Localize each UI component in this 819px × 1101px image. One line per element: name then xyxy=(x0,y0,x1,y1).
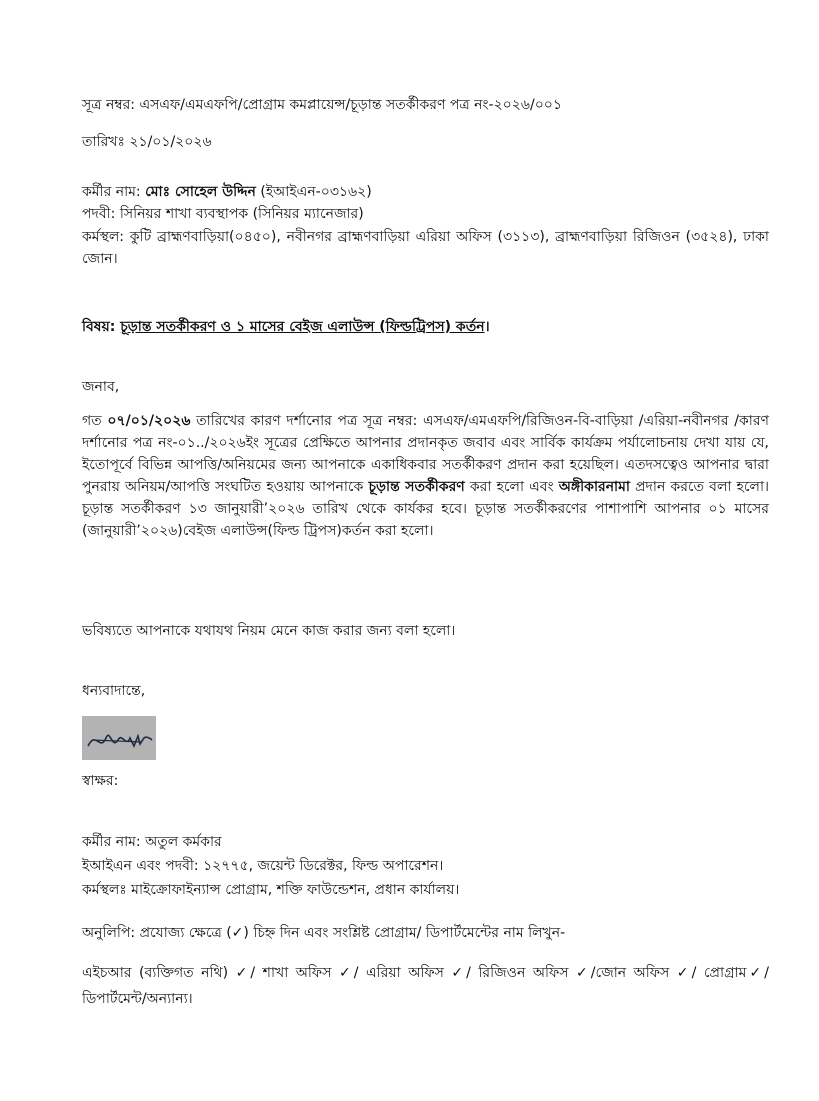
body-text-1: গত xyxy=(82,413,102,429)
subject-line xyxy=(82,316,490,338)
body-date: ০৭/০১/২০২৬ xyxy=(107,413,191,429)
subject-label: বিষয়: xyxy=(82,319,116,335)
salutation: জনাব, xyxy=(82,379,120,395)
employee-name: মোঃ সোহেল উদ্দিন xyxy=(145,184,256,200)
thanks-line: ধন্যবাদান্তে, xyxy=(82,683,146,699)
signature-image xyxy=(82,716,156,760)
cc-instructions: অনুলিপি: প্রযোজ্য ক্ষেত্রে (✓) চিহ্ন দিন এবং সংশ্লিষ্ট প্রোগ্রাম/ ডিপার্টমেন্টের নাম লিখুন- xyxy=(82,925,566,941)
signer-ein-designation: ইআইএন এবং পদবী: ১২৭৭৫, জয়েন্ট ডিরেক্টর, ফিল্ড অপারেশন। xyxy=(82,858,444,874)
letter-date: তারিখঃ ২১/০১/২০২৬ xyxy=(82,134,212,150)
employee-designation: পদবী: সিনিয়র শাখা ব্যবস্থাপক (সিনিয়র ম্যানেজার) xyxy=(82,206,364,223)
final-warning-text: চূড়ান্ত সতর্কীকরণ xyxy=(368,479,465,495)
reference-number: সূত্র নম্বর: এসএফ/এমএফপি/প্রোগ্রাম কমপ্লায়েন্স/চূড়ান্ত সতর্কীকরণ পত্র নং-২০২৬/০০১ xyxy=(82,97,562,113)
employee-name-line xyxy=(82,181,769,203)
cc-recipients: এইচআর (ব্যক্তিগত নথি) ✓/ শাখা অফিস ✓/ এরিয়া অফিস ✓/ রিজিওন অফিস ✓/জোন অফিস ✓/ প্রোগ্রাম✓/ ডিপার্টমেন্ট/অন্যান্য। xyxy=(82,965,769,1007)
body-text-2: তারিখের কারণ দর্শানোর পত্র সূত্র নম্বর: এসএফ/এমএফপি/রিজিওন-বি-বাড়িয়া /এরিয়া-নবীনগর /কারণ দর্শানোর পত্র নং-০১../২০২৬ইং সূত্রের প্রেক্ষিতে আপনার প্রদানকৃত জবাব এবং সার্বিক কার্যক্রম পর্যালোচনায় দেখা যায় যে, ইতোপূর্বে বিভিন্ন আপত্তি/অনিয়মের জন্য আপনাকে একাধিকবার সতর্কীকরণ প্রদান করা হয়েছিল। এতদসত্বেও আপনার দ্বারা পুনরায় অনিয়ম/আপত্তি সংঘটিত হওয়ায় আপনাকে xyxy=(82,413,769,495)
subject-text: চূড়ান্ত সতর্কীকরণ ও ১ মাসের বেইজ এলাউন্স (ফিল্ডট্রিপস) কর্তন xyxy=(120,319,485,335)
letter-body xyxy=(82,410,769,542)
signer-info xyxy=(82,830,769,902)
employee-id: (ইআইএন-০৩১৬২) xyxy=(260,184,372,200)
employee-workplace: কর্মস্থল: কুটি ব্রাহ্মণবাড়িয়া(০৪৫০), নবীনগর ব্রাহ্মণবাড়িয়া এরিয়া অফিস (৩১১৩), ব্রাহ্মণবাড়িয়া রিজিওন (৩৫২৪), ঢাকা জোন। xyxy=(82,228,769,268)
employee-name-label: কর্মীর নাম: xyxy=(82,184,141,200)
signature-scribble-icon xyxy=(82,716,156,760)
signer-workplace: কর্মস্থলঃ মাইক্রোফাইন্যান্স প্রোগ্রাম, শক্তি ফাউন্ডেশন, প্রধান কার্যালয়। xyxy=(82,882,460,898)
undertaking-text: অঙ্গীকারনামা xyxy=(558,479,630,495)
signature-label: স্বাক্ষর: xyxy=(82,773,119,789)
body-text-3: করা হলো এবং xyxy=(469,479,554,495)
closing-line: ভবিষ্যতে আপনাকে যথাযথ নিয়ম মেনে কাজ করার জন্য বলা হলো। xyxy=(82,623,456,639)
signer-name: কর্মীর নাম: অতুল কর্মকার xyxy=(82,834,222,850)
employee-info xyxy=(82,181,769,271)
body-text-4: প্রদান করতে বলা হলো। চূড়ান্ত সতর্কীকরণ ১৩ জানুয়ারী’২০২৬ তারিখ থেকে কার্যকর হবে। চূড়ান্ত সতর্কীকরণের পাশাপাশি আপনার ০১ মাসের (জানুয়ারী’২০২৬)বেইজ এলাউন্স(ফিল্ড ট্রিপস)কর্তন করা হলো। xyxy=(82,479,770,539)
subject-end: । xyxy=(484,319,490,335)
